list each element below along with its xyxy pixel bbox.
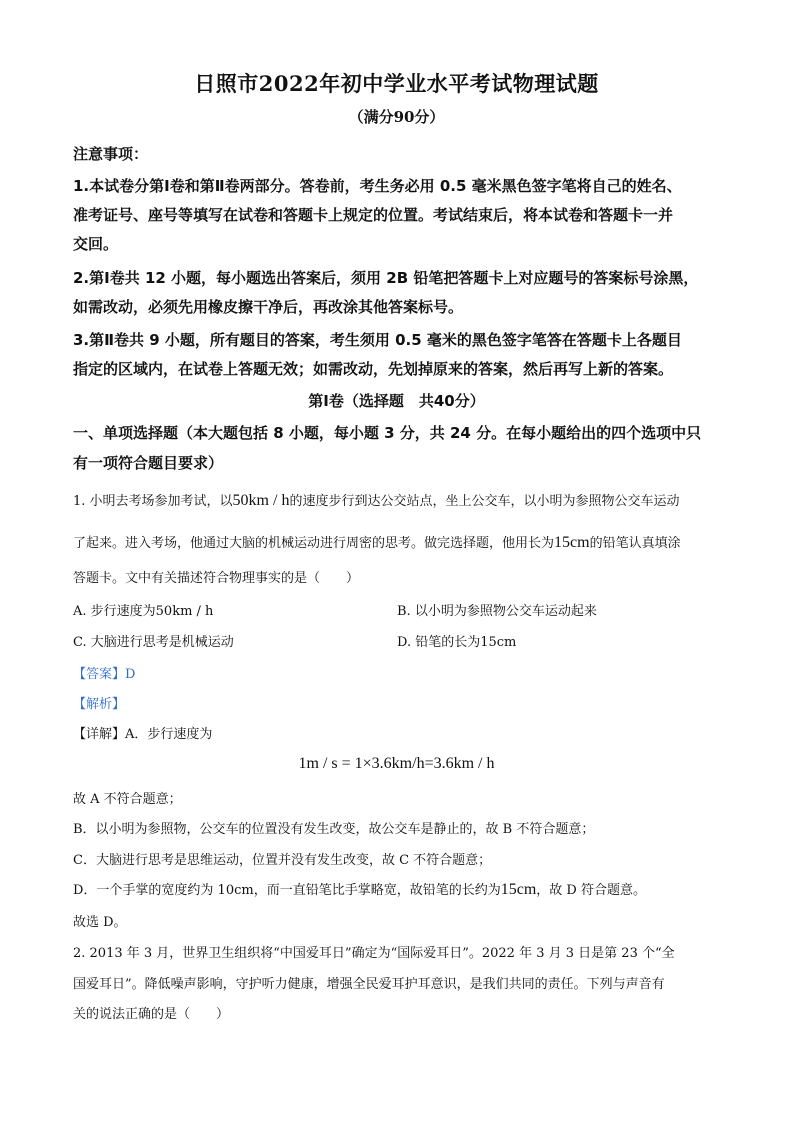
answer-label: 【答案】D [73, 667, 136, 682]
full-score-note: （满分90分） [348, 108, 445, 126]
notice-line-1: 1.本试卷分第Ⅰ卷和第Ⅱ卷两部分。答卷前，考生务必用 0.5 毫米黑色签字笔将自己的姓名、 [73, 177, 682, 195]
notice-heading: 注意事项： [73, 145, 149, 163]
q1-option-b: B. 以小明为参照物公交车运动起来 [397, 604, 597, 619]
part1-heading-line-1: 一、单项选择题（本大题包括 8 小题，每小题 3 分，共 24 分。在每小题给出的四个选项中只 [73, 424, 702, 442]
speed-formula: 1m / s = 1×3.6km/h=3.6km / h [298, 755, 495, 772]
q1-line-1: 1. 小明去考场参加考试，以50km / h的速度步行到达公交站点，坐上公交车，以小明为参照物公交车运动 [73, 492, 680, 509]
q2-line-2: 国爱耳日”。降低噪声影响，守护听力健康，增强全民爱耳护耳意识，是我们共同的责任。下列与声音有 [73, 977, 665, 992]
q1-option-d: D. 铅笔的长为15cm [397, 635, 517, 650]
notice-line-4: 2.第Ⅰ卷共 12 小题，每小题选出答案后，须用 2B 铅笔把答题卡上对应题号的答案标号涂黑， [73, 269, 699, 287]
q1-option-c: C. 大脑进行思考是机械运动 [73, 635, 234, 650]
q2-line-1: 2. 2013 年 3 月，世界卫生组织将“中国爱耳日”确定为“国际爱耳日”。2022 年 3 月 3 日是第 23 个“全 [73, 946, 675, 961]
explain-line-2: B．以小明为参照物，公交车的位置没有发生改变，故公交车是静止的，故 B 不符合题意； [73, 822, 595, 837]
notice-line-3: 交回。 [73, 235, 119, 253]
pencil-length: 15cm [554, 534, 590, 551]
explain-line-3: C．大脑进行思考是思维运动，位置并没有发生改变，故 C 不符合题意； [73, 853, 492, 868]
page-title: 日照市2022年初中学业水平考试物理试题 [194, 71, 599, 96]
q1-line-3: 答题卡。文中有关描述符合物理事实的是（ ） [73, 571, 360, 586]
choose-line: 故选 D。 [73, 915, 127, 930]
explain-line-4: D．一个手掌的宽度约为 10cm，而一直铅笔比手掌略宽，故铅笔的长约为15cm，故 D 符合题意。 [73, 881, 646, 898]
notice-line-6: 3.第Ⅱ卷共 9 小题，所有题目的答案，考生须用 0.5 毫米的黑色签字笔答在答题卡上各题目 [73, 331, 682, 349]
notice-line-7: 指定的区域内，在试卷上答题无效；如需改动，先划掉原来的答案，然后再写上新的答案。 [73, 360, 674, 378]
q1-option-a: A. 步行速度为50km / h [73, 604, 214, 619]
notice-line-5: 如需改动，必须先用橡皮擦干净后，再改涂其他答案标号。 [73, 298, 464, 316]
analysis-label: 【解析】 [73, 697, 126, 712]
detail-line: 【详解】A．步行速度为 [73, 727, 213, 742]
part1-heading-line-2: 有一项符合题目要求） [73, 454, 224, 472]
section-title: 第Ⅰ卷（选择题 共40分） [308, 392, 485, 410]
q1-line-2: 了起来。进入考场，他通过大脑的机械运动进行周密的思考。做完选择题，他用长为15cm的铅笔认真填涂 [73, 534, 681, 551]
q2-line-3: 关的说法正确的是（ ） [73, 1007, 230, 1022]
speed-value: 50km / h [232, 492, 290, 509]
explain-line-1: 故 A 不符合题意； [73, 792, 182, 807]
notice-line-2: 准考证号、座号等填写在试卷和答题卡上规定的位置。考试结束后，将本试卷和答题卡一并 [73, 206, 674, 224]
